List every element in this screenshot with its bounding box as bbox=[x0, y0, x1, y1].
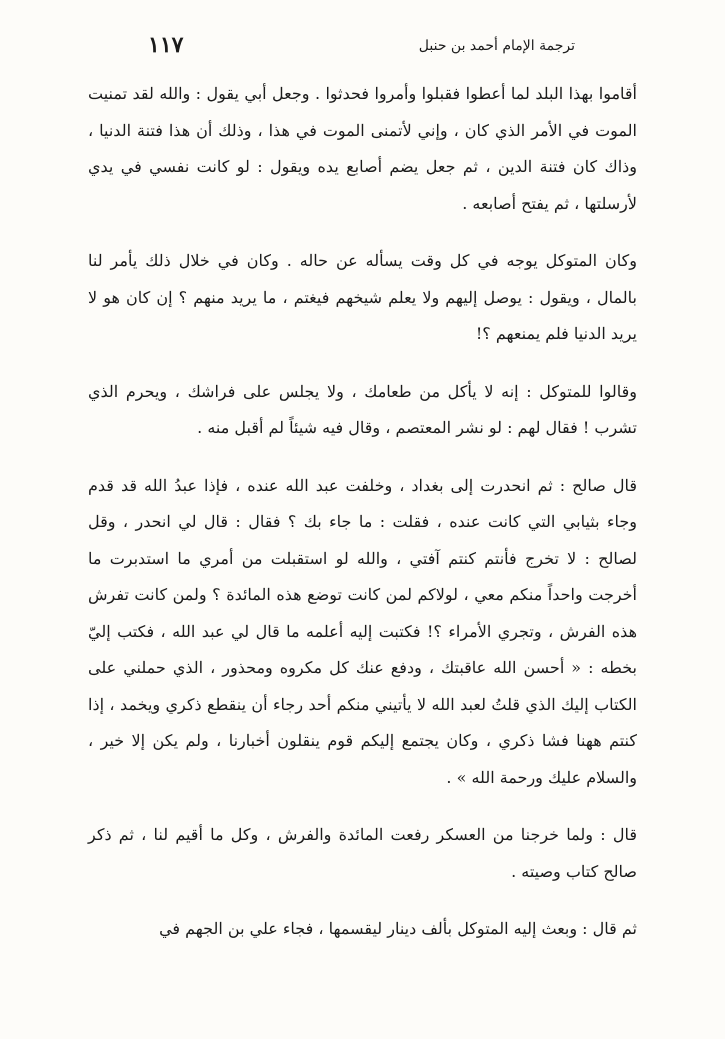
page-number: ١١٧ bbox=[148, 32, 184, 58]
paragraph-5: قال : ولما خرجنا من العسكر رفعت المائدة والفرش ، وكل ما أقيم لنا ، ثم ذكر صالح كتاب وصيته . bbox=[88, 825, 637, 881]
running-title: ترجمة الإمام أحمد بن حنبل bbox=[418, 38, 575, 54]
paragraph-4: قال صالح : ثم انحدرت إلى بغداد ، وخلفت عبد الله عنده ، فإذا عبدُ الله قد قدم وجاء بثيابي التي كانت عنده ، فقلت : ما جاء بك ؟ فقال : قال لي انحدر ، وقل لصالح : لا تخرج فأنتم كنتم آفتي ، والله لو استقبلت من أمري ما استدبرت ما أخرجت واحداً منكم معي ، لولاكم لمن كانت توضع هذه المائدة ؟ ولمن كانت تفرش هذه الفرش ، وتجري الأمراء ؟! فكتبت إليه أعلمه ما قال لي عبد الله ، فكتب إليّ بخطه : « أحسن الله عاقبتك ، ودفع عنك كل مكروه ومحذور ، الذي حملني على الكتاب إليك الذي قلتُ لعبد الله لا يأتيني منكم أحد رجاء أن ينقطع ذكري ويخمد ، إذا كنتم ههنا فشا ذكري ، وكان يجتمع إليكم قوم ينقلون أخبارنا ، ولم يكن إلا خير ، والسلام عليك ورحمة الله » . bbox=[88, 475, 638, 787]
paragraph-3: وقالوا للمتوكل : إنه لا يأكل من طعامك ، ولا يجلس على فراشك ، ويحرم الذي تشرب ! فقال لهم : لو نشر المعتصم ، وقال فيه شيئاً لم أقبل منه . bbox=[88, 381, 637, 437]
running-head bbox=[130, 30, 575, 64]
paragraph-1: أقاموا بهذا البلد لما أعطوا فقبلوا وأمروا فحدثوا . وجعل أبي يقول : والله لقد تمنيت الموت في الأمر الذي كان ، وإني لأتمنى الموت في هذا ، وذلك أن هذا فتنة الدنيا ، وذاك كان فتنة الدين ، ثم جعل يضم أصابع يده ويقول : لو كانت نفسي في يدي لأرسلتها ، ثم يفتح أصابعه . bbox=[88, 84, 637, 213]
paragraph-2: وكان المتوكل يوجه في كل وقت يسأله عن حاله . وكان في خلال ذلك يأمر لنا بالمال ، ويقول : يوصل إليهم ولا يعلم شيخهم فيغتم ، ما يريد منهم ؟ إن كان هو لا يريد الدنيا فلم يمنعهم ؟! bbox=[88, 251, 637, 343]
paragraph-6: ثم قال : وبعث إليه المتوكل بألف دينار ليقسمها ، فجاء علي بن الجهم في bbox=[159, 919, 637, 938]
body-text bbox=[88, 76, 637, 948]
